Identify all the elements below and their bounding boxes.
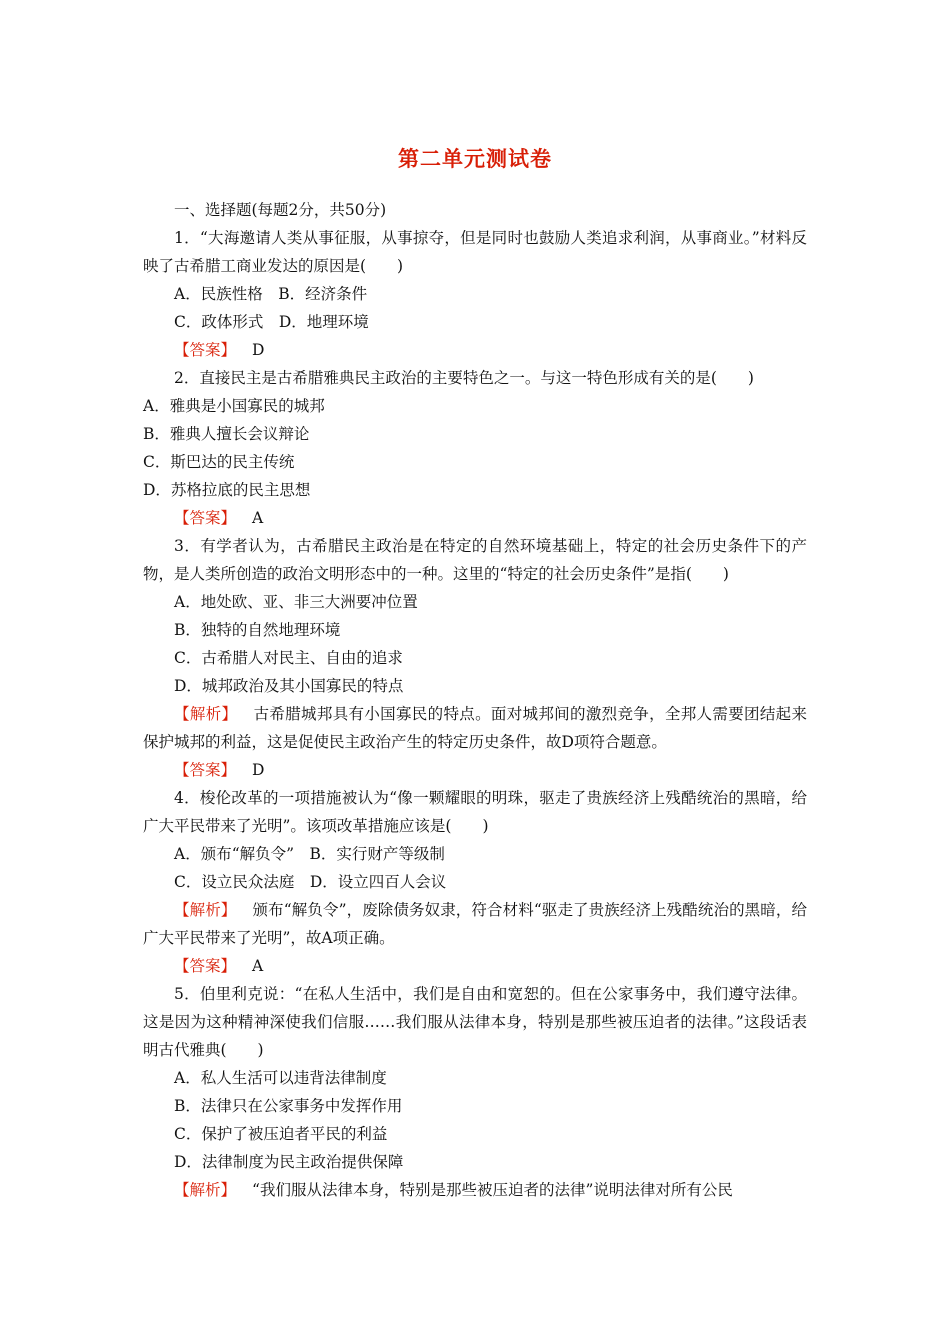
analysis-text: “我们服从法律本身，特别是那些被压迫者的法律”说明法律对所有公民 (252, 1181, 733, 1199)
section-heading: 一、选择题(每题2分，共50分) (174, 201, 387, 219)
page-title: 第二单元测试卷 (398, 146, 552, 171)
analysis-label: 【解析】 (174, 1181, 237, 1199)
question-4-answer (143, 952, 807, 980)
question-3-option-a: A．地处欧、亚、非三大洲要冲位置 (174, 593, 418, 611)
question-5-stem: 5．伯里利克说：“在私人生活中，我们是自由和宽恕的。但在公家事务中，我们遵守法律。这是因为这种精神深使我们信服……我们服从法律本身，特别是那些被压迫者的法律。”这段话表明古代雅典( ) (143, 985, 807, 1059)
document-body (143, 196, 807, 1204)
question-2-answer (143, 504, 807, 532)
question-4-analysis (143, 896, 807, 952)
analysis-label: 【解析】 (174, 901, 237, 919)
analysis-text: 古希腊城邦具有小国寡民的特点。面对城邦间的激烈竞争，全邦人需要团结起来保护城邦的利益，这是促使民主政治产生的特定历史条件，故D项符合题意。 (143, 705, 807, 751)
question-5-option-b: B．法律只在公家事务中发挥作用 (174, 1097, 403, 1115)
answer-value: A (252, 509, 264, 527)
question-5-option-d: D．法律制度为民主政治提供保障 (174, 1153, 404, 1171)
answer-label: 【答案】 (174, 761, 237, 779)
question-1-answer (143, 336, 807, 364)
answer-value: D (252, 761, 265, 779)
question-2-stem: 2．直接民主是古希腊雅典民主政治的主要特色之一。与这一特色形成有关的是( ) (174, 369, 754, 387)
question-1-stem: 1．“大海邀请人类从事征服，从事掠夺，但是同时也鼓励人类追求利润，从事商业。”材料反映了古希腊工商业发达的原因是( ) (143, 229, 807, 275)
question-5-analysis (143, 1176, 807, 1204)
question-3-answer (143, 756, 807, 784)
question-3-option-d: D．城邦政治及其小国寡民的特点 (174, 677, 404, 695)
question-3-stem: 3．有学者认为，古希腊民主政治是在特定的自然环境基础上，特定的社会历史条件下的产物，是人类所创造的政治文明形态中的一种。这里的“特定的社会历史条件”是指( ) (143, 537, 807, 583)
analysis-label: 【解析】 (174, 705, 238, 723)
answer-label: 【答案】 (174, 509, 237, 527)
question-2-option-d: D．苏格拉底的民主思想 (143, 481, 311, 499)
question-5-option-c: C．保护了被压迫者平民的利益 (174, 1125, 388, 1143)
question-3-option-c: C．古希腊人对民主、自由的追求 (174, 649, 403, 667)
question-1-options-row2: C．政体形式 D．地理环境 (174, 313, 369, 331)
question-1-options-row1: A．民族性格 B．经济条件 (174, 285, 368, 303)
answer-label: 【答案】 (174, 957, 237, 975)
question-2-option-c: C．斯巴达的民主传统 (143, 453, 295, 471)
analysis-text: 颁布“解负令”，废除债务奴隶，符合材料“驱走了贵族经济上残酷统治的黑暗，给广大平民带来了光明”，故A项正确。 (143, 901, 807, 947)
answer-value: D (252, 341, 265, 359)
answer-label: 【答案】 (174, 341, 237, 359)
question-3-option-b: B．独特的自然地理环境 (174, 621, 341, 639)
question-2-option-a: A．雅典是小国寡民的城邦 (143, 397, 325, 415)
question-5-option-a: A．私人生活可以违背法律制度 (174, 1069, 387, 1087)
question-4-stem: 4．梭伦改革的一项措施被认为“像一颗耀眼的明珠，驱走了贵族经济上残酷统治的黑暗，给广大平民带来了光明”。该项改革措施应该是( ) (143, 789, 807, 835)
question-4-options-row1: A．颁布“解负令” B．实行财产等级制 (174, 845, 445, 863)
question-2-option-b: B．雅典人擅长会议辩论 (143, 425, 310, 443)
question-3-analysis (143, 700, 807, 756)
answer-value: A (252, 957, 264, 975)
question-4-options-row2: C．设立民众法庭 D．设立四百人会议 (174, 873, 447, 891)
